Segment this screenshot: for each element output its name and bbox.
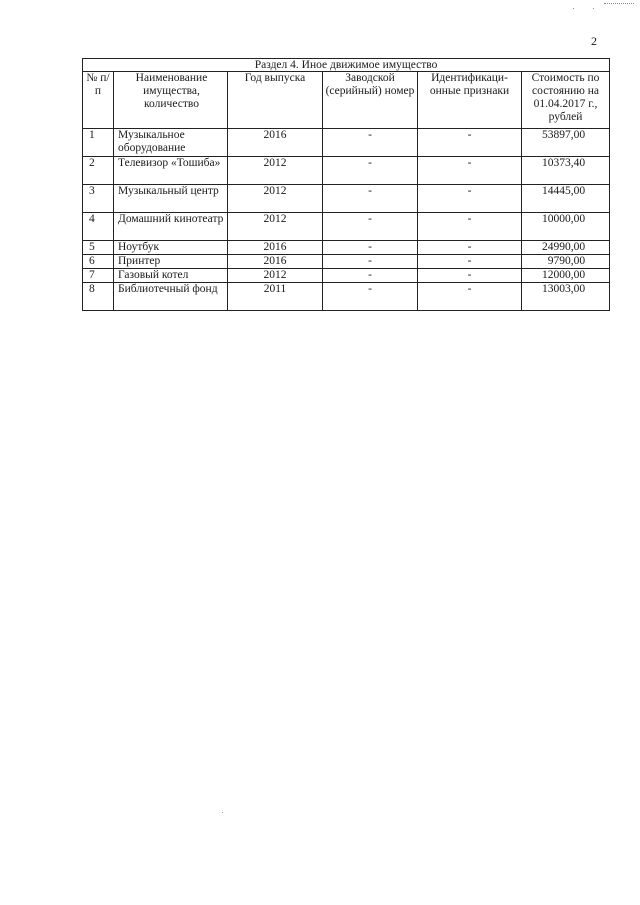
cell-year: 2012 [228,185,323,213]
cell-serial: - [323,129,418,157]
cell-name: Музыкальный центр [114,185,228,213]
cell-cost: 53897,00 [522,129,610,157]
table-row [83,157,610,185]
cell-year: 2016 [228,241,323,255]
column-header-name: Наименование имущества, количество [114,72,228,129]
cell-cost: 24990,00 [522,241,610,255]
cell-cost: 12000,00 [522,269,610,283]
cell-name: Принтер [114,255,228,269]
cell-cost: 14445,00 [522,185,610,213]
table-row [83,213,610,241]
cell-cost: 10373,40 [522,157,610,185]
cell-serial: - [323,241,418,255]
cell-serial: - [323,269,418,283]
cell-number: 5 [83,241,114,255]
cell-name: Телевизор «Тошиба» [114,157,228,185]
cell-year: 2016 [228,255,323,269]
cell-number: 3 [83,185,114,213]
cell-ident: - [418,283,522,311]
cell-ident: - [418,129,522,157]
cell-ident: - [418,255,522,269]
table-row [83,255,610,269]
cell-name: Музыкальное оборудование [114,129,228,157]
cell-serial: - [323,213,418,241]
cell-cost: 10000,00 [522,213,610,241]
cell-number: 6 [83,255,114,269]
cell-ident: - [418,241,522,255]
cell-serial: - [323,185,418,213]
cell-name: Домашний кинотеатр [114,213,228,241]
cell-name: Библиотечный фонд [114,283,228,311]
cell-ident: - [418,185,522,213]
table-row [83,185,610,213]
header-row [83,72,610,129]
table-row [83,129,610,157]
table-row [83,283,610,311]
section-title: Раздел 4. Иное движимое имущество [83,59,610,72]
column-header-number: № п/п [83,72,114,129]
section-title-row [83,59,610,72]
cell-number: 2 [83,157,114,185]
column-header-cost: Стоимость по состоянию на 01.04.2017 г., рублей [522,72,610,129]
column-header-year: Год выпуска [228,72,323,129]
cell-year: 2016 [228,129,323,157]
cell-ident: - [418,157,522,185]
cell-cost: 13003,00 [522,283,610,311]
cell-number: 4 [83,213,114,241]
cell-year: 2012 [228,213,323,241]
scan-artifact [604,3,634,7]
scan-speck [573,8,574,9]
cell-year: 2011 [228,283,323,311]
cell-year: 2012 [228,269,323,283]
cell-number: 7 [83,269,114,283]
page-number: 2 [591,34,597,48]
property-table [82,58,610,311]
cell-ident: - [418,213,522,241]
scan-speck [593,8,594,9]
cell-number: 8 [83,283,114,311]
cell-name: Газовый котел [114,269,228,283]
cell-serial: - [323,157,418,185]
table-row [83,241,610,255]
cell-number: 1 [83,129,114,157]
cell-serial: - [323,255,418,269]
table-row [83,269,610,283]
cell-cost: 9790,00 [522,255,610,269]
scan-speck [222,812,223,813]
cell-serial: - [323,283,418,311]
cell-name: Ноутбук [114,241,228,255]
cell-year: 2012 [228,157,323,185]
cell-ident: - [418,269,522,283]
column-header-serial: Заводской (серийный) номер [323,72,418,129]
column-header-ident: Идентификаци-онные признаки [418,72,522,129]
